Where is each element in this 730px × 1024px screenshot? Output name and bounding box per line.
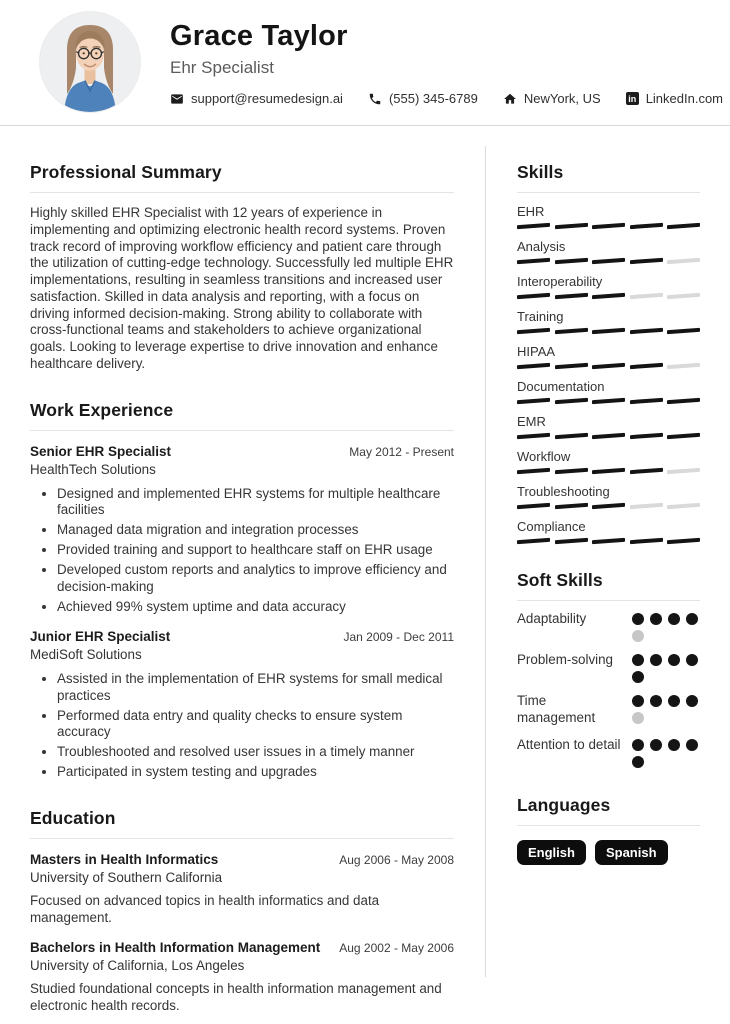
skill-bar-segment (667, 503, 700, 509)
heading-rule (517, 600, 700, 601)
education-description: Focused on advanced topics in health informatics and data management. (30, 893, 380, 925)
skill-level-bar (517, 539, 700, 543)
job-bullet: • Achieved 99% system uptime and data accuracy (57, 599, 454, 616)
skill-level-bar (517, 504, 700, 508)
skill-bar-segment (555, 328, 588, 334)
languages-heading: Languages (517, 794, 611, 815)
education-header (30, 852, 454, 867)
soft-skill-dot (632, 695, 644, 707)
profile-photo (40, 12, 140, 112)
skill-bar-segment (555, 258, 588, 264)
soft-skill-dot (650, 739, 662, 751)
contact-phone (368, 91, 478, 106)
skill-bar-segment (667, 538, 700, 544)
section-professional-summary (30, 162, 454, 373)
skill-bar-segment (592, 293, 625, 299)
soft-skill-item (517, 651, 700, 683)
skill-bar-segment (517, 258, 550, 264)
skill-name: Analysis (517, 239, 566, 254)
skill-bar-segment (630, 538, 663, 544)
summary-text: Highly skilled EHR Specialist with 12 years of experience in implementing and optimizing electronic health record systems. Proven track record of improving workflow efficiency and patient care through the utilization of cutting-edge technology. Successfully led multiple EHR implementations, resulting in seamless transitions and increased user satisfaction. Skilled in data analysis and reporting, with a focus on driving informed decision-making. Strong ability to collaborate with cross-functional teams and stakeholders to achieve organizational goals. Looking to leverage expertise to drive innovation and enhance healthcare delivery. (30, 205, 454, 371)
contact-location (503, 91, 601, 106)
school-name: University of California, Los Angeles (30, 957, 245, 973)
education-dates: Aug 2006 - May 2008 (339, 853, 454, 868)
skill-bar-segment (555, 433, 588, 439)
skill-bar-segment (630, 328, 663, 334)
skill-bar-segment (592, 223, 625, 229)
experience-heading: Work Experience (30, 399, 174, 420)
soft-skill-name: Time management (517, 693, 596, 726)
skill-bar-segment (517, 538, 550, 544)
skill-bar-segment (555, 293, 588, 299)
sidebar-column (517, 126, 700, 1024)
job-entry (30, 444, 454, 616)
skill-item (517, 519, 700, 543)
profile-photo-illustration (40, 12, 140, 112)
skill-bar-segment (592, 468, 625, 474)
skill-bar-segment (630, 468, 663, 474)
skill-bar-segment (517, 503, 550, 509)
job-entry (30, 629, 454, 781)
skill-bar-segment (667, 468, 700, 474)
heading-rule (30, 192, 454, 193)
skill-bar-segment (667, 293, 700, 299)
skill-level-bar (517, 294, 700, 298)
language-pill: English (517, 840, 586, 865)
skills-heading: Skills (517, 162, 564, 182)
contact-linkedin (626, 91, 723, 106)
skill-bar-segment (555, 223, 588, 229)
skill-bar-segment (592, 538, 625, 544)
soft-skill-dot (686, 654, 698, 666)
skill-bar-segment (630, 223, 663, 229)
soft-skill-dot (632, 671, 644, 683)
phone-icon (368, 92, 382, 106)
soft-skill-dot (632, 756, 644, 768)
soft-skill-rating (632, 610, 700, 642)
contact-email (170, 91, 343, 106)
home-icon (503, 92, 517, 106)
contact-linkedin-text: LinkedIn.com (645, 91, 724, 106)
skill-item (517, 274, 700, 298)
language-pill: Spanish (595, 840, 668, 865)
soft-skill-dot (650, 695, 662, 707)
school-list (30, 852, 454, 1015)
skill-bar-segment (517, 398, 550, 404)
soft-skill-dot (632, 654, 644, 666)
skill-level-bar (517, 259, 700, 263)
soft-skill-dot (632, 712, 644, 724)
skill-name: Compliance (517, 519, 586, 534)
soft-skill-dot (632, 739, 644, 751)
job-dates: May 2012 - Present (349, 444, 454, 459)
education-heading: Education (30, 808, 116, 829)
skill-item (517, 449, 700, 473)
skill-bar-segment (630, 293, 663, 299)
skill-bar-segment (517, 328, 550, 334)
skill-bar-segment (517, 468, 550, 474)
soft-skill-name: Attention to detail (517, 736, 621, 752)
resume-header (0, 0, 730, 112)
job-bullet: • Managed data migration and integration processes (57, 522, 454, 539)
education-dates: Aug 2002 - May 2006 (339, 940, 454, 955)
skill-bar-segment (592, 433, 625, 439)
skill-bar-segment (667, 328, 700, 334)
skill-item (517, 204, 700, 228)
job-dates: Jan 2009 - Dec 2011 (343, 629, 454, 644)
job-bullet: • Participated in system testing and upgrades (57, 764, 454, 781)
job-bullet-list (30, 486, 454, 616)
education-header (30, 940, 454, 955)
heading-rule (30, 430, 454, 431)
skill-item (517, 379, 700, 403)
skill-bar-segment (667, 433, 700, 439)
skill-bar-segment (667, 223, 700, 229)
linkedin-icon: in (626, 92, 639, 105)
job-header (30, 444, 454, 459)
skill-level-bar (517, 434, 700, 438)
section-languages (517, 795, 700, 865)
soft-skill-rating (632, 651, 700, 683)
job-header (30, 629, 454, 644)
job-title: Senior EHR Specialist (30, 443, 172, 459)
skill-bar-segment (630, 433, 663, 439)
skill-bar-segment (630, 503, 663, 509)
job-bullet-list (30, 671, 454, 781)
skill-bar-segment (667, 363, 700, 369)
soft-skill-name: Adaptability (517, 611, 587, 626)
skill-bar-segment (630, 398, 663, 404)
soft-skill-rating (632, 736, 700, 768)
skill-item (517, 309, 700, 333)
skill-bar-segment (517, 363, 550, 369)
contact-email-text: support@resumedesign.ai (191, 91, 343, 106)
person-job-title: Ehr Specialist (170, 58, 274, 77)
soft-skill-dot (632, 613, 644, 625)
skill-bar-segment (592, 398, 625, 404)
skill-bar-segment (517, 223, 550, 229)
section-education (30, 808, 454, 1015)
skill-item (517, 344, 700, 368)
skill-bar-segment (555, 398, 588, 404)
skill-bar-segment (667, 398, 700, 404)
degree-title: Bachelors in Health Information Management (30, 939, 321, 955)
skill-name: Documentation (517, 379, 605, 394)
skill-bar-segment (555, 468, 588, 474)
skill-bar-segment (517, 433, 550, 439)
heading-rule (517, 825, 700, 826)
soft-skill-dot (686, 695, 698, 707)
contact-phone-text: (555) 345-6789 (388, 91, 478, 106)
resume-body (0, 126, 730, 1024)
soft-skill-dot (668, 613, 680, 625)
job-bullet: • Developed custom reports and analytics to improve efficiency and decision-making (57, 562, 454, 596)
section-skills (517, 162, 700, 543)
job-bullet: • Performed data entry and quality checks to ensure system accuracy (57, 708, 454, 742)
skill-list (517, 204, 700, 543)
skill-name: EHR (517, 204, 545, 219)
section-soft-skills (517, 570, 700, 768)
skill-item (517, 414, 700, 438)
skill-name: Interoperability (517, 274, 603, 289)
skill-level-bar (517, 329, 700, 333)
skill-bar-segment (630, 363, 663, 369)
skill-bar-segment (592, 258, 625, 264)
soft-skill-item (517, 692, 700, 727)
skill-bar-segment (555, 503, 588, 509)
skill-name: HIPAA (517, 344, 556, 359)
job-list (30, 444, 454, 782)
email-icon (170, 92, 184, 106)
skill-bar-segment (555, 363, 588, 369)
skill-level-bar (517, 469, 700, 473)
soft-skill-dot (650, 613, 662, 625)
job-bullet: • Designed and implemented EHR systems for multiple healthcare facilities (57, 486, 454, 520)
skill-bar-segment (592, 363, 625, 369)
skill-item (517, 484, 700, 508)
education-description: Studied foundational concepts in health information management and electronic health records. (30, 980, 442, 1013)
skill-name: Workflow (517, 449, 571, 464)
education-entry (30, 940, 454, 1015)
education-entry (30, 852, 454, 927)
soft-skill-dot (650, 654, 662, 666)
soft-skill-item (517, 736, 700, 768)
skill-bar-segment (667, 258, 700, 264)
summary-heading: Professional Summary (30, 162, 222, 182)
soft-skill-dot (668, 654, 680, 666)
job-company: HealthTech Solutions (30, 461, 156, 477)
column-divider (485, 146, 486, 977)
skill-bar-segment (592, 503, 625, 509)
job-title: Junior EHR Specialist (30, 628, 171, 644)
skill-name: Training (517, 309, 564, 324)
skill-level-bar (517, 364, 700, 368)
language-list (517, 840, 700, 865)
section-work-experience (30, 400, 454, 782)
skill-bar-segment (630, 258, 663, 264)
skill-level-bar (517, 399, 700, 403)
soft-skill-dot (632, 630, 644, 642)
skill-bar-segment (555, 538, 588, 544)
skill-name: Troubleshooting (517, 484, 610, 499)
degree-title: Masters in Health Informatics (30, 852, 219, 868)
job-bullet: • Provided training and support to healthcare staff on EHR usage (57, 542, 454, 559)
person-name: Grace Taylor (170, 20, 348, 52)
job-bullet: • Troubleshooted and resolved user issues in a timely manner (57, 744, 454, 761)
header-info (170, 18, 723, 106)
job-bullet: • Assisted in the implementation of EHR systems for small medical practices (57, 671, 454, 705)
soft-skill-item (517, 610, 700, 642)
soft-skill-dot (668, 739, 680, 751)
job-company: MediSoft Solutions (30, 646, 142, 662)
soft-skill-dot (668, 695, 680, 707)
soft-skills-heading: Soft Skills (517, 570, 603, 590)
school-name: University of Southern California (30, 870, 223, 886)
soft-skill-rating (632, 692, 700, 727)
heading-rule (30, 838, 454, 839)
soft-skill-name: Problem-solving (517, 652, 614, 667)
soft-skill-dot (686, 613, 698, 625)
heading-rule (517, 192, 700, 193)
skill-item (517, 239, 700, 263)
skill-level-bar (517, 224, 700, 228)
skill-bar-segment (592, 328, 625, 334)
soft-skill-list (517, 610, 700, 768)
skill-name: EMR (517, 414, 546, 429)
main-column (30, 126, 454, 1024)
skill-bar-segment (517, 293, 550, 299)
soft-skill-dot (686, 739, 698, 751)
contact-row (170, 91, 723, 106)
contact-location-text: NewYork, US (523, 91, 601, 106)
